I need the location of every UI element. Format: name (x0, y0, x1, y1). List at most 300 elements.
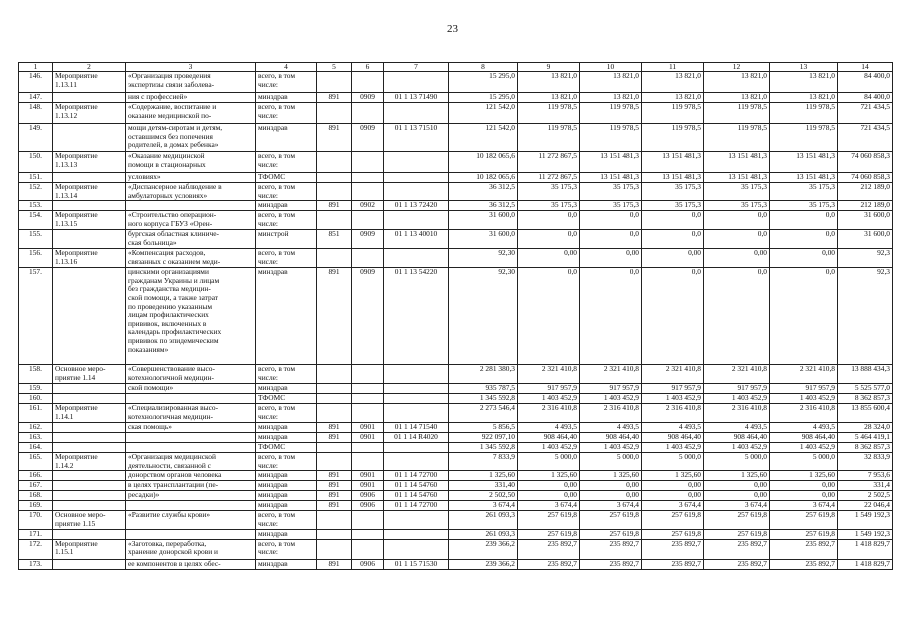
funding-source: минздрав (256, 93, 317, 103)
amount-col-14: 74 060 858,3 (838, 152, 893, 173)
amount-col-10: 0,00 (580, 491, 642, 501)
event-name: «Организация проведения экспертизы связи заболева- (126, 72, 256, 93)
row-number: 154. (19, 211, 53, 230)
amount-col-14: 721 434,5 (838, 103, 893, 124)
row-number: 147. (19, 93, 53, 103)
funding-source: минздрав (256, 501, 317, 511)
amount-col-9: 235 892,7 (518, 559, 580, 569)
row-number: 164. (19, 443, 53, 453)
amount-col-9: 35 175,3 (518, 183, 580, 201)
amount-col-10: 2 321 410,8 (580, 365, 642, 384)
amount-col-11: 235 892,7 (642, 539, 704, 559)
column-number-row (19, 63, 893, 72)
event-code (53, 481, 126, 491)
section-code (352, 384, 384, 394)
event-code (53, 230, 126, 249)
amount-col-13: 235 892,7 (770, 539, 838, 559)
amount-col-14: 28 324,0 (838, 423, 893, 433)
amount-col-12: 35 175,3 (704, 201, 770, 211)
target-article: 01 1 14 71540 (384, 423, 449, 433)
amount-col-9: 119 978,5 (518, 103, 580, 124)
amount-col-13: 257 619,8 (770, 511, 838, 529)
amount-col-10: 917 957,9 (580, 384, 642, 394)
amount-col-13: 0,0 (770, 230, 838, 249)
funding-source: всего, в том числе: (256, 103, 317, 124)
event-code (53, 201, 126, 211)
event-code (53, 501, 126, 511)
amount-col-10: 13 151 481,3 (580, 152, 642, 173)
budget-code: 891 (317, 124, 352, 152)
amount-col-9: 0,0 (518, 230, 580, 249)
amount-col-8: 2 273 546,4 (449, 404, 518, 423)
section-code: 0909 (352, 124, 384, 152)
column-header-10: 10 (580, 63, 642, 72)
event-code: Мероприятие 1.14.1 (53, 404, 126, 423)
event-name: «Заготовка, переработка, хранение донорской крови и (126, 539, 256, 559)
amount-col-14: 74 060 858,3 (838, 173, 893, 183)
table-row (19, 124, 893, 152)
row-number: 160. (19, 394, 53, 404)
event-name: цинскими организациями гражданам Украины и лицам без гражданства медицин- ской помощи, а также затрат по проведению указанным лицам профилактических прививок, включенных в календарь профилактических прививок по эпидемическим показаниям» (126, 268, 256, 365)
funding-source: всего, в том числе: (256, 511, 317, 529)
amount-col-11: 917 957,9 (642, 384, 704, 394)
amount-col-11: 257 619,8 (642, 529, 704, 539)
amount-col-13: 0,00 (770, 481, 838, 491)
amount-col-14: 31 600,0 (838, 230, 893, 249)
table-row (19, 365, 893, 384)
amount-col-14: 5 464 419,1 (838, 433, 893, 443)
amount-col-12: 2 316 410,8 (704, 404, 770, 423)
event-name: бургская областная клиниче- ская больница» (126, 230, 256, 249)
event-name: «Строительство операцион- ного корпуса ГБУЗ «Орен- (126, 211, 256, 230)
table-row (19, 173, 893, 183)
amount-col-12: 917 957,9 (704, 384, 770, 394)
column-header-5: 5 (317, 63, 352, 72)
table-row (19, 559, 893, 569)
table-row (19, 423, 893, 433)
section-code: 0902 (352, 201, 384, 211)
event-code (53, 384, 126, 394)
event-code: Основное меро- приятие 1.14 (53, 365, 126, 384)
amount-col-10: 257 619,8 (580, 511, 642, 529)
event-name: ская помощь» (126, 423, 256, 433)
amount-col-10: 1 325,60 (580, 471, 642, 481)
amount-col-10: 235 892,7 (580, 539, 642, 559)
amount-col-9: 13 821,0 (518, 93, 580, 103)
amount-col-12: 908 464,40 (704, 433, 770, 443)
amount-col-8: 36 312,5 (449, 183, 518, 201)
budget-code (317, 103, 352, 124)
event-code: Мероприятие 1.15.1 (53, 539, 126, 559)
amount-col-12: 257 619,8 (704, 511, 770, 529)
column-header-3: 3 (126, 63, 256, 72)
budget-code (317, 443, 352, 453)
amount-col-13: 2 321 410,8 (770, 365, 838, 384)
amount-col-14: 721 434,5 (838, 124, 893, 152)
table-row (19, 511, 893, 529)
event-code (53, 529, 126, 539)
funding-source: ТФОМС (256, 443, 317, 453)
amount-col-13: 2 316 410,8 (770, 404, 838, 423)
section-code: 0906 (352, 491, 384, 501)
section-code (352, 72, 384, 93)
amount-col-12: 13 821,0 (704, 72, 770, 93)
amount-col-11: 13 821,0 (642, 93, 704, 103)
amount-col-14: 2 502,5 (838, 491, 893, 501)
amount-col-14: 13 888 434,3 (838, 365, 893, 384)
event-code: Мероприятие 1.13.16 (53, 249, 126, 268)
target-article (384, 453, 449, 471)
amount-col-8: 31 600,0 (449, 211, 518, 230)
amount-col-14: 84 400,0 (838, 93, 893, 103)
amount-col-14: 32 833,9 (838, 453, 893, 471)
amount-col-9: 3 674,4 (518, 501, 580, 511)
section-code (352, 529, 384, 539)
event-name: в целях трансплантации (пе- (126, 481, 256, 491)
section-code (352, 183, 384, 201)
funding-source: всего, в том числе: (256, 453, 317, 471)
funding-source: минздрав (256, 124, 317, 152)
amount-col-11: 1 403 452,9 (642, 394, 704, 404)
amount-col-14: 5 525 577,0 (838, 384, 893, 394)
event-code: Основное меро- приятие 1.15 (53, 511, 126, 529)
section-code (352, 211, 384, 230)
amount-col-10: 0,00 (580, 249, 642, 268)
budget-code: 891 (317, 501, 352, 511)
column-header-14: 14 (838, 63, 893, 72)
table-row (19, 268, 893, 365)
budget-code (317, 539, 352, 559)
funding-source: всего, в том числе: (256, 183, 317, 201)
table-row (19, 481, 893, 491)
funding-source: минздрав (256, 268, 317, 365)
budget-code: 891 (317, 471, 352, 481)
amount-col-14: 22 046,4 (838, 501, 893, 511)
amount-col-10: 35 175,3 (580, 183, 642, 201)
amount-col-12: 0,0 (704, 230, 770, 249)
funding-source: ТФОМС (256, 173, 317, 183)
amount-col-14: 331,4 (838, 481, 893, 491)
amount-col-10: 0,0 (580, 268, 642, 365)
amount-col-8: 92,30 (449, 249, 518, 268)
amount-col-10: 235 892,7 (580, 559, 642, 569)
amount-col-12: 1 325,60 (704, 471, 770, 481)
section-code (352, 453, 384, 471)
budget-code (317, 72, 352, 93)
table-row (19, 433, 893, 443)
row-number: 170. (19, 511, 53, 529)
amount-col-9: 5 000,0 (518, 453, 580, 471)
amount-col-14: 1 418 829,7 (838, 559, 893, 569)
amount-col-14: 13 855 600,4 (838, 404, 893, 423)
funding-source: минздрав (256, 481, 317, 491)
amount-col-8: 1 345 592,8 (449, 394, 518, 404)
amount-col-9: 0,0 (518, 211, 580, 230)
amount-col-9: 908 464,40 (518, 433, 580, 443)
amount-col-12: 3 674,4 (704, 501, 770, 511)
funding-source: минздрав (256, 433, 317, 443)
budget-code (317, 183, 352, 201)
column-header-13: 13 (770, 63, 838, 72)
table-row (19, 404, 893, 423)
row-number: 165. (19, 453, 53, 471)
amount-col-10: 3 674,4 (580, 501, 642, 511)
amount-col-14: 8 362 857,3 (838, 443, 893, 453)
amount-col-12: 13 151 481,3 (704, 173, 770, 183)
amount-col-12: 0,00 (704, 481, 770, 491)
budget-code (317, 173, 352, 183)
column-header-7: 7 (384, 63, 449, 72)
amount-col-13: 119 978,5 (770, 103, 838, 124)
amount-col-12: 0,0 (704, 211, 770, 230)
amount-col-10: 119 978,5 (580, 124, 642, 152)
row-number: 149. (19, 124, 53, 152)
amount-col-12: 1 403 452,9 (704, 394, 770, 404)
funding-source: ТФОМС (256, 394, 317, 404)
amount-col-8: 5 856,5 (449, 423, 518, 433)
amount-col-9: 2 316 410,8 (518, 404, 580, 423)
amount-col-8: 7 833,9 (449, 453, 518, 471)
event-name (126, 501, 256, 511)
section-code (352, 443, 384, 453)
budget-code (317, 211, 352, 230)
target-article: 01 1 15 71530 (384, 559, 449, 569)
amount-col-10: 13 821,0 (580, 72, 642, 93)
amount-col-14: 1 418 829,7 (838, 539, 893, 559)
event-name (126, 394, 256, 404)
target-article: 01 1 13 71510 (384, 124, 449, 152)
event-name: ской помощи» (126, 384, 256, 394)
amount-col-10: 35 175,3 (580, 201, 642, 211)
event-code: Мероприятие 1.13.14 (53, 183, 126, 201)
event-name: «Специализированная высо- котехнологичная медицин- (126, 404, 256, 423)
event-name: мощи детям-сиротам и детям, оставшимся без попечения родителей, в домах ребенка» (126, 124, 256, 152)
amount-col-8: 92,30 (449, 268, 518, 365)
section-code: 0901 (352, 423, 384, 433)
row-number: 150. (19, 152, 53, 173)
amount-col-14: 212 189,0 (838, 201, 893, 211)
budget-code (317, 404, 352, 423)
row-number: 169. (19, 501, 53, 511)
row-number: 163. (19, 433, 53, 443)
amount-col-8: 1 345 592,8 (449, 443, 518, 453)
row-number: 151. (19, 173, 53, 183)
amount-col-11: 0,0 (642, 211, 704, 230)
table-row (19, 93, 893, 103)
section-code (352, 103, 384, 124)
amount-col-10: 5 000,0 (580, 453, 642, 471)
target-article (384, 384, 449, 394)
event-code (53, 394, 126, 404)
event-code (53, 173, 126, 183)
funding-source: минстрой (256, 230, 317, 249)
amount-col-10: 13 151 481,3 (580, 173, 642, 183)
table-row (19, 249, 893, 268)
section-code (352, 173, 384, 183)
amount-col-9: 0,0 (518, 268, 580, 365)
event-code: Мероприятие 1.13.15 (53, 211, 126, 230)
amount-col-13: 13 821,0 (770, 72, 838, 93)
amount-col-8: 331,40 (449, 481, 518, 491)
amount-col-14: 92,3 (838, 268, 893, 365)
row-number: 171. (19, 529, 53, 539)
row-number: 166. (19, 471, 53, 481)
amount-col-10: 119 978,5 (580, 103, 642, 124)
section-code: 0906 (352, 501, 384, 511)
amount-col-13: 35 175,3 (770, 201, 838, 211)
amount-col-10: 0,0 (580, 211, 642, 230)
amount-col-14: 212 189,0 (838, 183, 893, 201)
section-code (352, 152, 384, 173)
row-number: 158. (19, 365, 53, 384)
target-article: 01 1 14 72700 (384, 501, 449, 511)
amount-col-9: 2 321 410,8 (518, 365, 580, 384)
event-code (53, 93, 126, 103)
section-code (352, 539, 384, 559)
target-article (384, 443, 449, 453)
amount-col-11: 5 000,0 (642, 453, 704, 471)
event-name: ее компонентов в целях обес- (126, 559, 256, 569)
column-header-6: 6 (352, 63, 384, 72)
target-article (384, 249, 449, 268)
page-number: 23 (447, 23, 458, 35)
row-number: 153. (19, 201, 53, 211)
row-number: 152. (19, 183, 53, 201)
funding-source: всего, в том числе: (256, 539, 317, 559)
event-code (53, 433, 126, 443)
amount-col-9: 0,00 (518, 249, 580, 268)
amount-col-10: 1 403 452,9 (580, 394, 642, 404)
funding-source: минздрав (256, 491, 317, 501)
budget-code: 851 (317, 230, 352, 249)
row-number: 148. (19, 103, 53, 124)
amount-col-11: 2 321 410,8 (642, 365, 704, 384)
amount-col-9: 11 272 867,5 (518, 173, 580, 183)
event-name: «Содержание, воспитание и оказание медицинской по- (126, 103, 256, 124)
amount-col-9: 0,00 (518, 491, 580, 501)
amount-col-9: 35 175,3 (518, 201, 580, 211)
amount-col-13: 908 464,40 (770, 433, 838, 443)
amount-col-11: 13 821,0 (642, 72, 704, 93)
row-number: 155. (19, 230, 53, 249)
budget-code: 891 (317, 559, 352, 569)
table-body (19, 72, 893, 570)
funding-source: всего, в том числе: (256, 365, 317, 384)
amount-col-9: 1 403 452,9 (518, 394, 580, 404)
amount-col-13: 13 821,0 (770, 93, 838, 103)
event-code: Мероприятие 1.13.12 (53, 103, 126, 124)
amount-col-12: 235 892,7 (704, 539, 770, 559)
amount-col-9: 119 978,5 (518, 124, 580, 152)
row-number: 159. (19, 384, 53, 394)
row-number: 156. (19, 249, 53, 268)
row-number: 157. (19, 268, 53, 365)
table-row (19, 394, 893, 404)
event-name (126, 529, 256, 539)
amount-col-14: 1 549 192,3 (838, 511, 893, 529)
column-header-4: 4 (256, 63, 317, 72)
budget-code (317, 365, 352, 384)
amount-col-9: 11 272 867,5 (518, 152, 580, 173)
funding-source: минздрав (256, 559, 317, 569)
table-row (19, 152, 893, 173)
amount-col-11: 119 978,5 (642, 103, 704, 124)
amount-col-14: 1 549 192,3 (838, 529, 893, 539)
amount-col-11: 3 674,4 (642, 501, 704, 511)
target-article (384, 183, 449, 201)
amount-col-9: 1 403 452,9 (518, 443, 580, 453)
target-article: 01 1 14 54760 (384, 491, 449, 501)
event-code (53, 268, 126, 365)
amount-col-13: 257 619,8 (770, 529, 838, 539)
amount-col-12: 257 619,8 (704, 529, 770, 539)
amount-col-13: 119 978,5 (770, 124, 838, 152)
budget-code: 891 (317, 433, 352, 443)
amount-col-13: 235 892,7 (770, 559, 838, 569)
amount-col-12: 5 000,0 (704, 453, 770, 471)
amount-col-9: 1 325,60 (518, 471, 580, 481)
amount-col-9: 257 619,8 (518, 511, 580, 529)
amount-col-8: 261 093,3 (449, 511, 518, 529)
amount-col-13: 13 151 481,3 (770, 173, 838, 183)
budget-table (18, 62, 893, 570)
section-code (352, 249, 384, 268)
row-number: 146. (19, 72, 53, 93)
table-row (19, 201, 893, 211)
amount-col-13: 0,0 (770, 268, 838, 365)
amount-col-13: 1 403 452,9 (770, 394, 838, 404)
section-code: 0901 (352, 433, 384, 443)
target-article (384, 72, 449, 93)
event-name: «Развитие службы крови» (126, 511, 256, 529)
event-code: Мероприятие 1.13.13 (53, 152, 126, 173)
amount-col-10: 0,00 (580, 481, 642, 491)
event-name: «Организация медицинской деятельности, связанной с (126, 453, 256, 471)
amount-col-8: 10 182 065,6 (449, 173, 518, 183)
event-code (53, 559, 126, 569)
column-header-12: 12 (704, 63, 770, 72)
amount-col-8: 935 787,5 (449, 384, 518, 394)
budget-code (317, 384, 352, 394)
amount-col-12: 4 493,5 (704, 423, 770, 433)
table-row (19, 471, 893, 481)
target-article: 01 1 14 54760 (384, 481, 449, 491)
section-code: 0906 (352, 559, 384, 569)
budget-code: 891 (317, 481, 352, 491)
target-article (384, 152, 449, 173)
target-article: 01 1 13 72420 (384, 201, 449, 211)
amount-col-9: 257 619,8 (518, 529, 580, 539)
section-code: 0909 (352, 268, 384, 365)
amount-col-9: 235 892,7 (518, 539, 580, 559)
target-article: 01 1 13 40010 (384, 230, 449, 249)
row-number: 172. (19, 539, 53, 559)
amount-col-11: 1 403 452,9 (642, 443, 704, 453)
target-article (384, 539, 449, 559)
budget-code: 891 (317, 491, 352, 501)
amount-col-8: 261 093,3 (449, 529, 518, 539)
amount-col-11: 0,0 (642, 230, 704, 249)
amount-col-11: 908 464,40 (642, 433, 704, 443)
amount-col-13: 0,0 (770, 211, 838, 230)
row-number: 168. (19, 491, 53, 501)
section-code (352, 511, 384, 529)
amount-col-10: 2 316 410,8 (580, 404, 642, 423)
event-code (53, 491, 126, 501)
funding-source: минздрав (256, 201, 317, 211)
amount-col-8: 1 325,60 (449, 471, 518, 481)
target-article: 01 1 14 R4020 (384, 433, 449, 443)
